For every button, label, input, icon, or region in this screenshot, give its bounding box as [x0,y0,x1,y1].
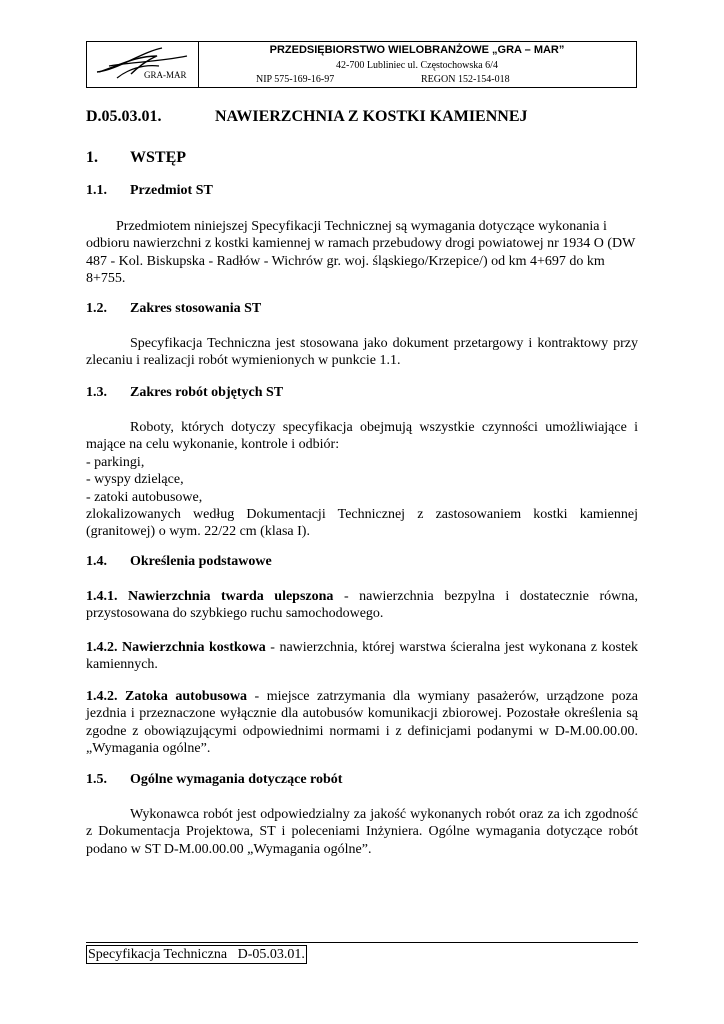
section-1-number: 1. [86,149,98,166]
logo-swoosh-icon [87,42,198,87]
doc-title: NAWIERZCHNIA Z KOSTKI KAMIENNEJ [215,108,528,125]
definition-term: 1.4.1. Nawierzchnia twarda ulepszona [86,589,334,604]
definition-text: - miejsce zatrzymania dla wymiany pasażerów, urządzone poza jezdnia i przeznaczone wyłącznie dla autobusów komunikacji zbiorowej. Pozostałe określenia są zgodne z obowiązującymi odpowiednimi normami i z definicjami podanymi w D-M.00.00.00. „Wymagania ogólne”. [86,689,638,757]
definition-1-4-2 [86,639,638,674]
section-1-2-title: Zakres stosowania ST [130,301,262,316]
section-1-3-number: 1.3. [86,385,107,400]
company-address: 42-700 Lubliniec ul. Częstochowska 6/4 [336,60,498,71]
footer-divider [86,942,638,943]
company-logo [87,42,199,87]
section-1-1-text: Przedmiotem niniejszej Specyfikacji Technicznej są wymagania dotyczące wykonania i odbioru nawierzchni z kostki kamiennej w ramach przebudowy drogi powiatowej nr 1934 O (DW 487 - Kol. Biskupska - Radłów - Wichrów gr. woj. śląskiego/Krzepice/) od km 4+697 do km 8+755. [86,219,636,287]
definition-term: 1.4.2. Zatoka autobusowa [86,689,247,704]
section-1-5-number: 1.5. [86,772,107,787]
definition-text: - nawierzchnia, której warstwa ścieralna jest wykonana z kostek kamiennych. [86,640,638,673]
section-1-5-title: Ogólne wymagania dotyczące robót [130,772,343,787]
list-item: - wyspy dzielące, [86,472,184,488]
doc-code: D.05.03.01. [86,108,162,125]
definition-term: 1.4.2. Nawierzchnia kostkowa [86,640,266,655]
section-1-3-body [86,419,638,541]
section-1-5-text: Wykonawca robót jest odpowiedzialny za jakość wykonanych robót oraz za ich zgodność z Dokumentacja Projektowa, ST i poleceniami Inżyniera. Ogólne wymagania dotyczące robót podano w ST D-M.00.00.00 „Wymagania ogólne”. [86,807,638,857]
logo-text: GRA-MAR [144,70,187,80]
list-item: - parkingi, [86,454,145,470]
section-1-2-number: 1.2. [86,301,107,316]
section-1-3-outro: zlokalizowanych według Dokumentacji Technicznej z zastosowaniem kostki kamiennej (granitowej) o wym. 22/22 cm (klasa I). [86,507,638,540]
section-1-3-intro: Roboty, których dotyczy specyfikacja obejmują wszystkie czynności umożliwiające i mające na celu wykonanie, kontrole i odbiór: [86,420,638,453]
section-1-1-number: 1.1. [86,183,107,198]
section-1-1-title: Przedmiot ST [130,183,213,198]
definition-1-4-1 [86,588,638,623]
definition-1-4-2-bus-bay [86,688,638,758]
section-1-2-text: Specyfikacja Techniczna jest stosowana jako dokument przetargowy i kontraktowy przy zlecaniu i realizacji robót wymienionych w punkcie 1.1. [86,336,638,369]
section-1-3-title: Zakres robót objętych ST [130,385,284,400]
list-item: - zatoki autobusowe, [86,489,203,505]
footer-label: Specyfikacja Techniczna [88,947,228,962]
section-1-title: WSTĘP [130,149,187,166]
company-regon: REGON 152-154-018 [421,74,510,85]
footer-code: D-05.03.01. [237,947,305,962]
company-name: PRZEDSIĘBIORSTWO WIELOBRANŻOWE „GRA – MAR” [269,44,565,56]
definition-text: - nawierzchnia bezpylna i dostatecznie równa, przystosowana do szybkiego ruchu samochodowego. [86,589,638,622]
section-1-4-title: Określenia podstawowe [130,554,272,569]
page-footer [86,945,307,964]
document-header [86,41,637,88]
section-1-4-number: 1.4. [86,554,107,569]
company-nip: NIP 575-169-16-97 [256,74,335,85]
